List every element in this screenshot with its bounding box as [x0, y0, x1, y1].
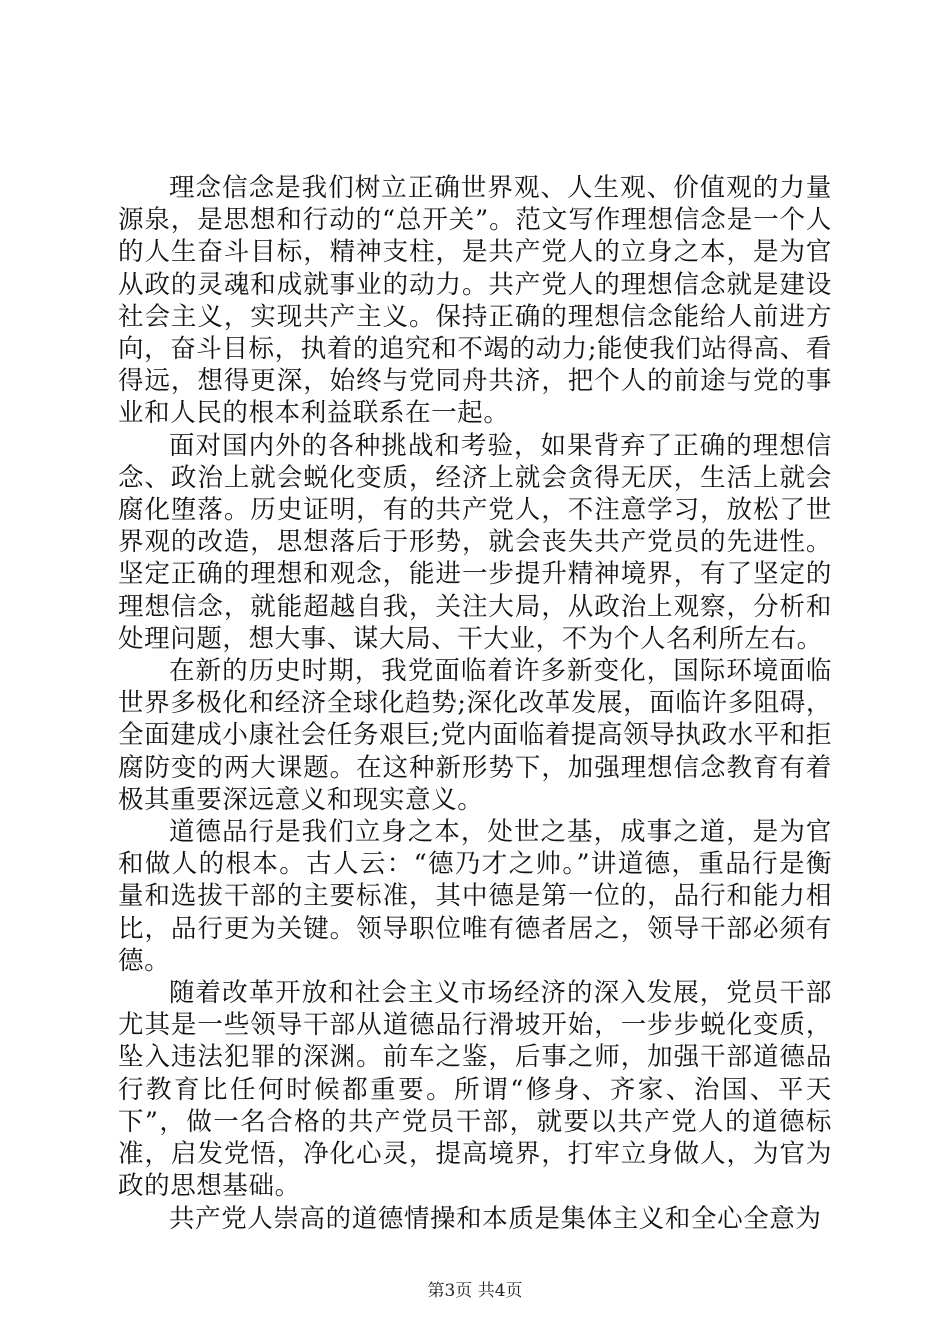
- paragraph: 随着改革开放和社会主义市场经济的深入发展，党员干部尤其是一些领导干部从道德品行滑坡开始，一步步蜕化变质，坠入违法犯罪的深渊。前车之鉴，后事之师，加强干部道德品行教育比任何时候都重要。所谓“修身、齐家、治国、平天下”，做一名合格的共产党员干部，就要以共产党人的道德标准，启发党悟，净化心灵，提高境界，打牢立身做人，为官为政的思想基础。: [118, 978, 832, 1202]
- paragraph: 道德品行是我们立身之本，处世之基，成事之道，是为官和做人的根本。古人云：“德乃才之帅。”讲道德，重品行是衡量和选拔干部的主要标准，其中德是第一位的，品行和能力相比，品行更为关键。领导职位唯有德者居之，领导干部必须有德。: [118, 817, 832, 976]
- paragraph: 面对国内外的各种挑战和考验，如果背弃了正确的理想信念、政治上就会蜕化变质，经济上就会贪得无厌，生活上就会腐化堕落。历史证明，有的共产党人，不注意学习，放松了世界观的改造，思想落后于形势，就会丧失共产党员的先进性。坚定正确的理想和观念，能进一步提升精神境界，有了坚定的理想信念，就能超越自我，关注大局，从政治上观察，分析和处理问题，想大事、谋大局、干大业，不为个人名利所左右。: [118, 430, 832, 654]
- paragraph: 理念信念是我们树立正确世界观、人生观、价值观的力量源泉，是思想和行动的“总开关”。范文写作理想信念是一个人的人生奋斗目标，精神支柱，是共产党人的立身之本，是为官从政的灵魂和成就事业的动力。共产党人的理想信念就是建设社会主义，实现共产主义。保持正确的理想信念能给人前进方向，奋斗目标，执着的追究和不竭的动力;能使我们站得高、看得远，想得更深，始终与党同舟共济，把个人的前途与党的事业和人民的根本利益联系在一起。: [118, 173, 832, 429]
- paragraph: 共产党人崇高的道德情操和本质是集体主义和全心全意为: [169, 1203, 822, 1234]
- page-footer: 第3页 共4页: [427, 1281, 523, 1301]
- paragraph: 在新的历史时期，我党面临着许多新变化，国际环境面临世界多极化和经济全球化趋势;深化改革发展，面临许多阻碍，全面建成小康社会任务艰巨;党内面临着提高领导执政水平和拒腐防变的两大课题。在这种新形势下，加强理想信念教育有着极其重要深远意义和现实意义。: [118, 656, 832, 815]
- document-body: [118, 172, 832, 1235]
